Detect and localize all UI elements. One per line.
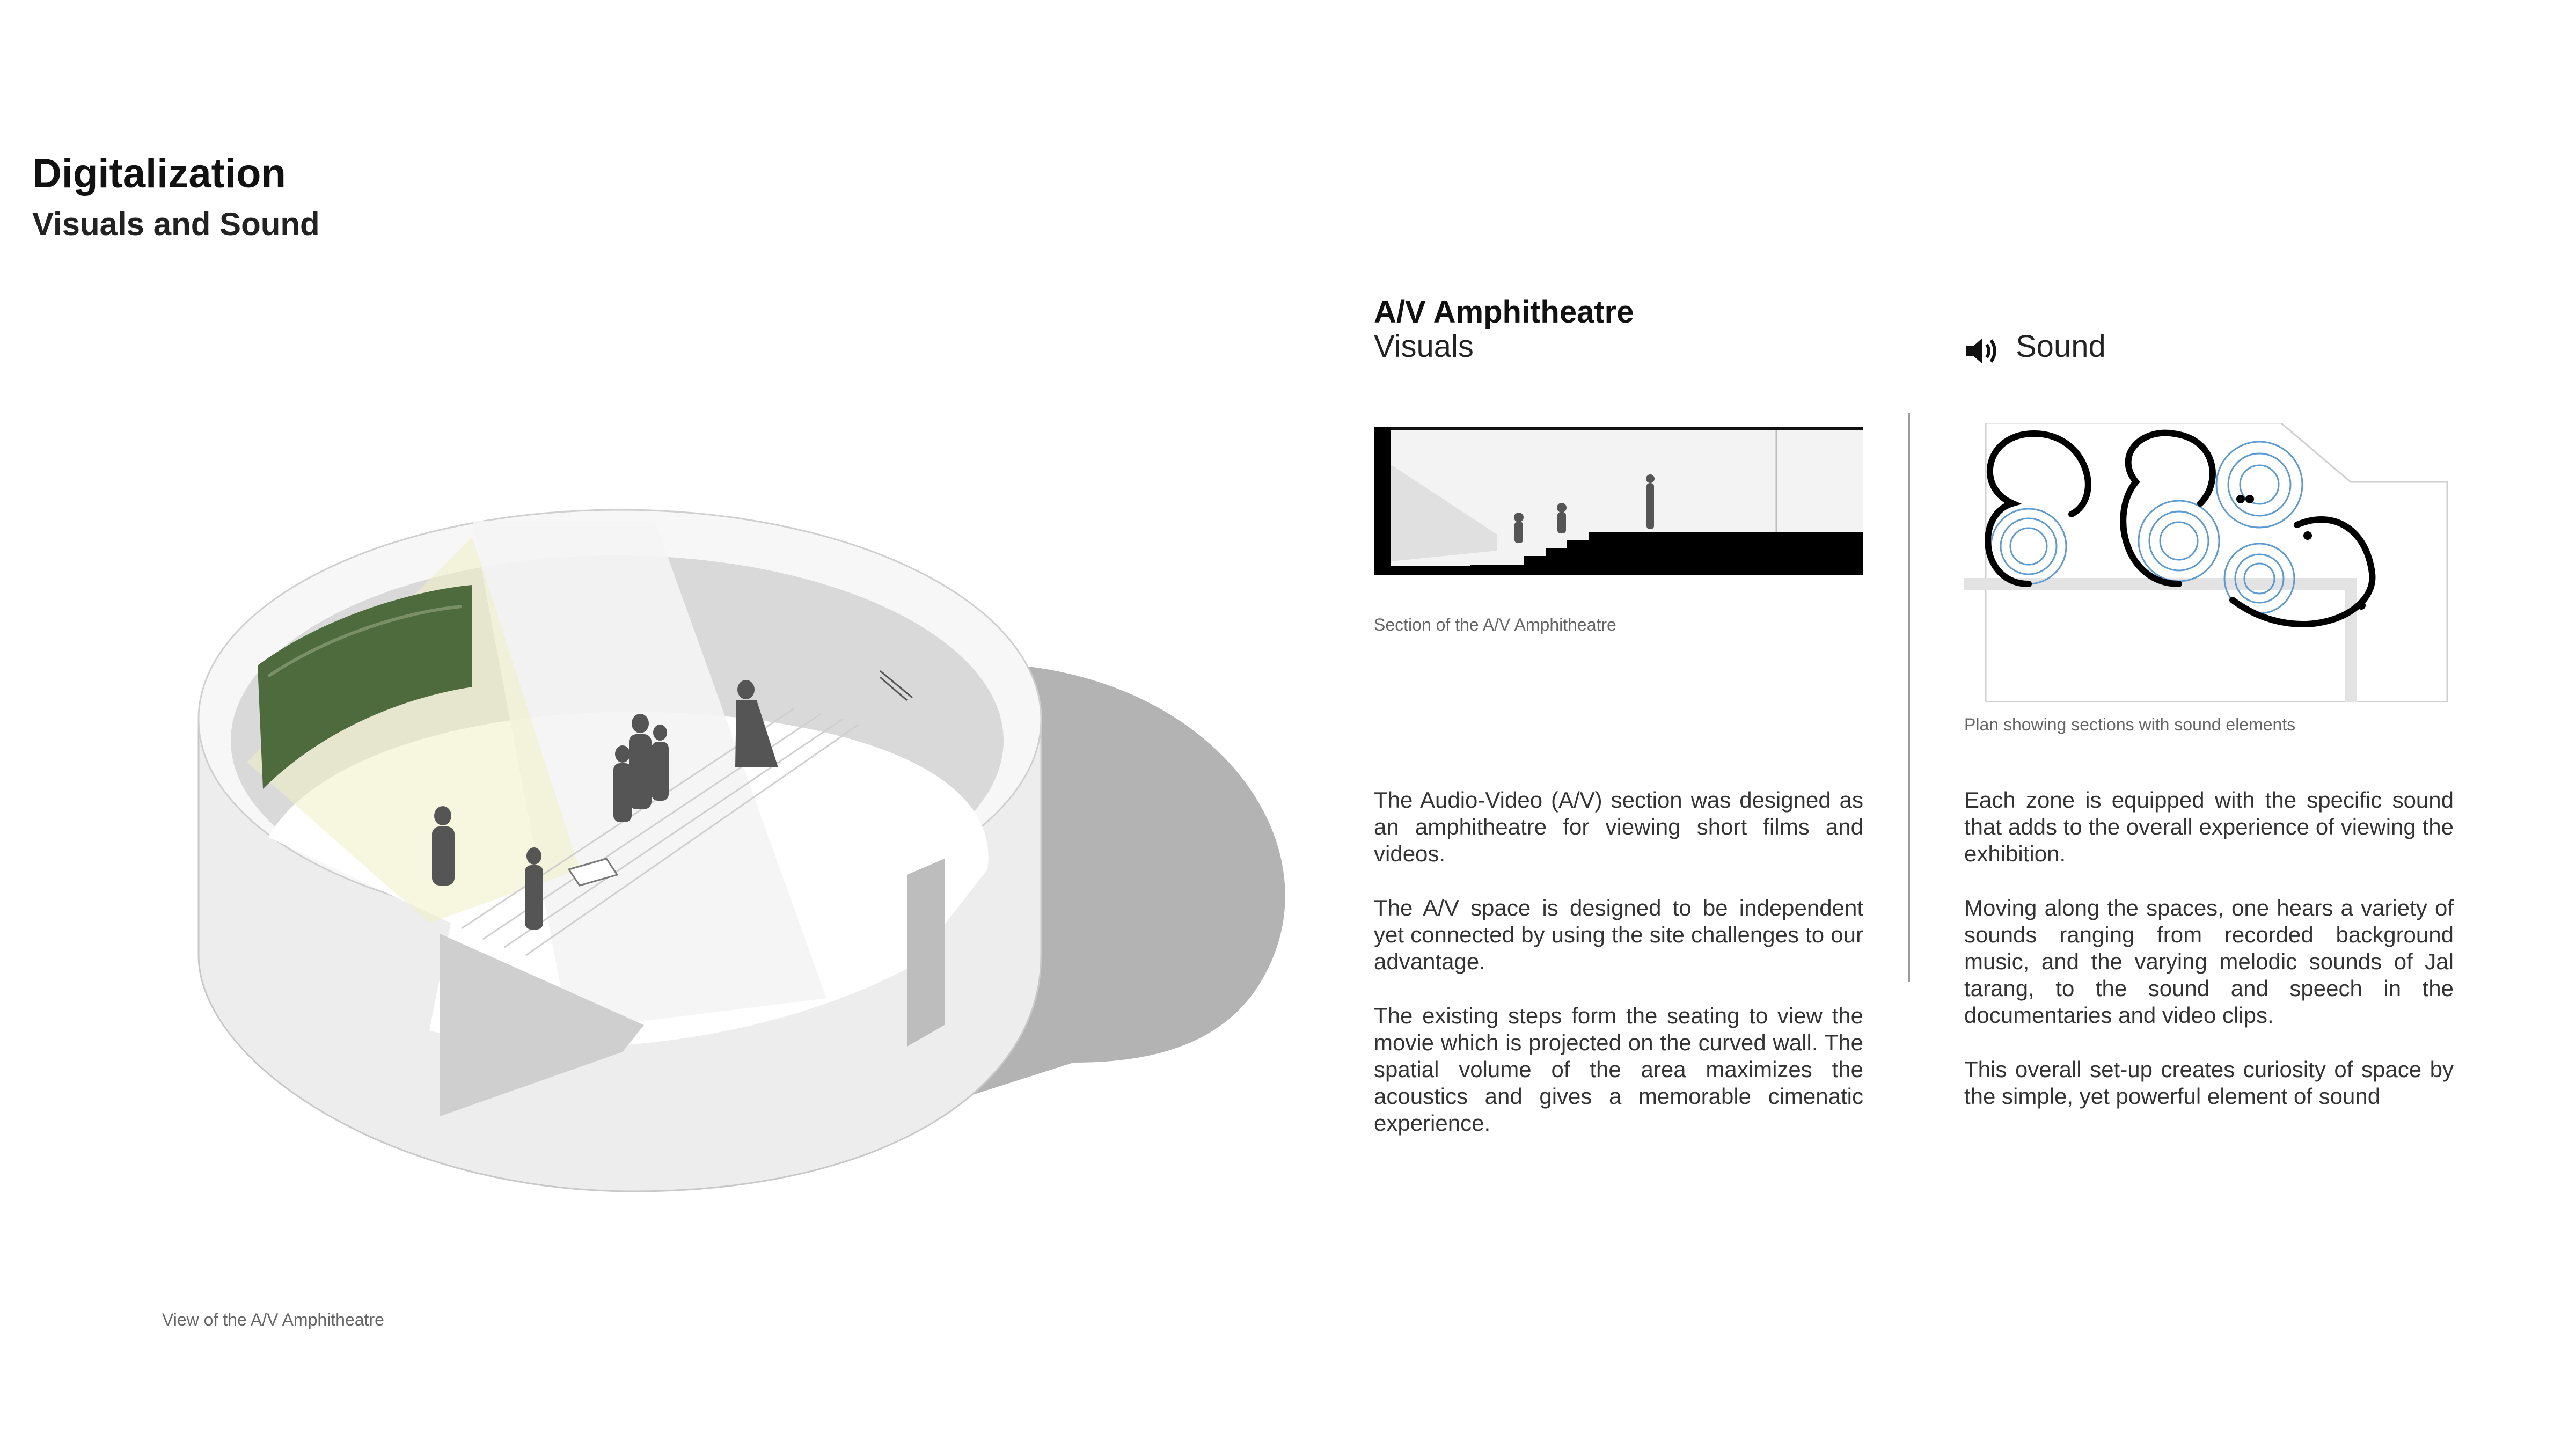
page-title: Digitalization xyxy=(32,151,286,196)
plan-corridor xyxy=(1964,584,2351,702)
section-left-wall xyxy=(1374,427,1391,575)
sound-description xyxy=(1964,787,2454,1137)
av-section-drawing xyxy=(1374,427,1863,575)
sound-paragraph-1: Each zone is equipped with the specific sound that adds to the overall experience of viewing the exhibition. xyxy=(1964,787,2454,866)
amphitheatre-illustration xyxy=(161,462,1320,1213)
section-floor xyxy=(1391,566,1863,575)
av-paragraph-1: The Audio-Video (A/V) section was designed as an amphitheatre for viewing short films and videos. xyxy=(1374,787,1863,866)
sound-plan-drawing xyxy=(1964,423,2458,702)
sound-plan-caption: Plan showing sections with sound elements xyxy=(1964,715,2296,734)
av-description xyxy=(1374,787,1863,1164)
column-divider xyxy=(1908,413,1910,982)
section-ceiling xyxy=(1391,427,1863,430)
illustration-caption: View of the A/V Amphitheatre xyxy=(162,1310,384,1329)
sound-heading: Sound xyxy=(2016,329,2106,364)
sound-paragraph-3: This overall set-up creates curiosity of space by the simple, yet powerful element of sound xyxy=(1964,1057,2454,1109)
av-subheading: Visuals xyxy=(1374,329,1474,364)
sound-paragraph-2: Moving along the spaces, one hears a variety of sounds ranging from recorded background music, and the varying melodic sounds of Jal tarang, to the sound and speech in the documentaries and video clips. xyxy=(1964,895,2454,1028)
plan-outline xyxy=(1986,423,2447,702)
av-heading: A/V Amphitheatre xyxy=(1374,295,1634,330)
av-paragraph-3: The existing steps form the seating to view the movie which is projected on the curved wall. The spatial volume of the area maximizes the acoustics and gives a memorable cimenatic experience. xyxy=(1374,1003,1863,1136)
sound-loops xyxy=(1988,433,2372,624)
speaker-icon xyxy=(1964,335,2002,367)
page-subtitle: Visuals and Sound xyxy=(32,206,320,242)
av-drawing-caption: Section of the A/V Amphitheatre xyxy=(1374,615,1616,634)
av-paragraph-2: The A/V space is designed to be independent yet connected by using the site challenges to our advantage. xyxy=(1374,895,1863,974)
wall-cut xyxy=(907,859,945,1046)
